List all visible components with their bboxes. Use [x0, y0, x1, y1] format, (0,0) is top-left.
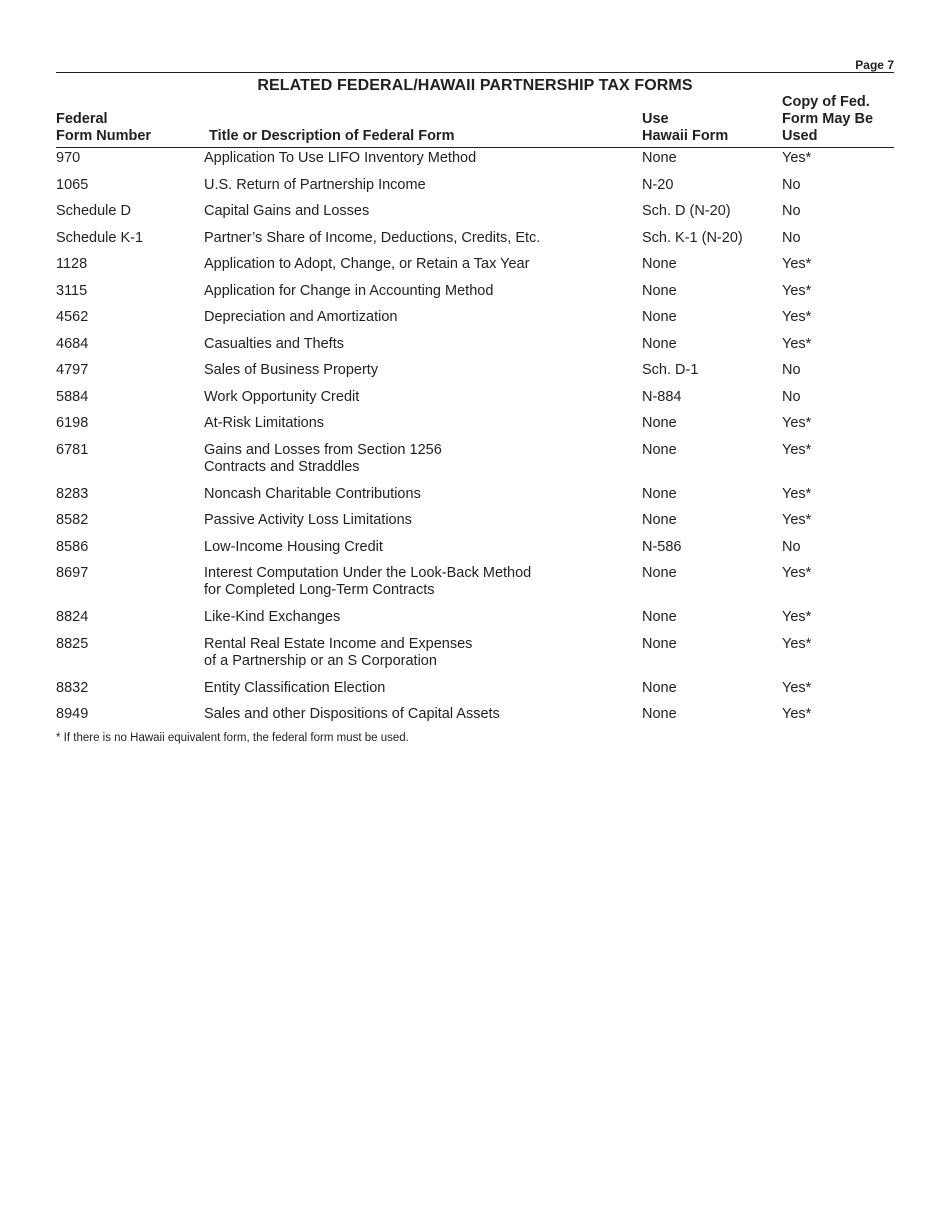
- table-row: [0, 230, 950, 257]
- form-title: [204, 203, 369, 220]
- copy-may-be-used: No: [782, 388, 801, 405]
- form-title: [204, 609, 340, 626]
- federal-form-number: 6198: [56, 415, 89, 431]
- header-copy-may-be-used: [782, 94, 873, 145]
- hawaii-form: None: [642, 309, 677, 325]
- hawaii-form: Sch. K-1 (N-20): [642, 229, 743, 246]
- form-title-line: Partner’s Share of Income, Deductions, Credits, Etc.: [204, 229, 541, 246]
- hawaii-form: None: [642, 679, 677, 696]
- form-title: [204, 336, 344, 353]
- table-row: [0, 609, 950, 636]
- federal-form-number: 6781: [56, 441, 89, 458]
- form-title-line: Sales of Business Property: [204, 362, 379, 378]
- form-title-line: Interest Computation Under the Look-Back Method: [204, 565, 532, 581]
- table-row: [0, 309, 950, 336]
- form-title-line: At-Risk Limitations: [204, 415, 325, 431]
- form-title-line: for Completed Long-Term Contracts: [204, 582, 435, 598]
- form-title: [204, 680, 385, 697]
- table-row: [0, 362, 950, 389]
- federal-form-number: 4797: [56, 362, 89, 378]
- form-title-line: Entity Classification Election: [204, 679, 386, 696]
- form-title-line: Depreciation and Amortization: [204, 309, 398, 325]
- copy-may-be-used: Yes*: [782, 282, 812, 299]
- table-row: [0, 486, 950, 513]
- federal-form-number: 970: [56, 150, 81, 166]
- form-title: [204, 486, 421, 503]
- top-rule: [56, 72, 894, 73]
- hawaii-form: N-884: [642, 388, 682, 405]
- form-title-line: Work Opportunity Credit: [204, 388, 360, 405]
- form-title-line: Casualties and Thefts: [204, 335, 344, 352]
- form-title: [204, 565, 531, 599]
- hawaii-form: Sch. D-1: [642, 362, 699, 378]
- hawaii-form: None: [642, 485, 677, 502]
- page-title: RELATED FEDERAL/HAWAII PARTNERSHIP TAX FORMS: [257, 77, 693, 94]
- table-row: [0, 150, 950, 177]
- federal-form-number: 5884: [56, 388, 89, 405]
- table-row: [0, 389, 950, 416]
- form-title: [204, 362, 378, 379]
- table-row: [0, 177, 950, 204]
- header-line: Form Number: [56, 128, 152, 144]
- federal-form-number: 8825: [56, 635, 89, 652]
- copy-may-be-used: Yes*: [782, 565, 812, 581]
- federal-form-number: 3115: [56, 282, 88, 299]
- federal-form-number: 4562: [56, 309, 89, 325]
- copy-may-be-used: No: [782, 176, 801, 193]
- form-title-line: Application to Adopt, Change, or Retain a Tax Year: [204, 256, 530, 272]
- form-title-line: Noncash Charitable Contributions: [204, 485, 421, 502]
- form-title: [204, 283, 493, 300]
- form-title-line: Sales and other Dispositions of Capital Assets: [204, 706, 500, 722]
- hawaii-form: None: [642, 415, 677, 431]
- form-title-line: Capital Gains and Losses: [204, 203, 370, 219]
- header-title-description: Title or Description of Federal Form: [209, 128, 455, 144]
- form-title: [204, 636, 472, 670]
- form-title-line: Application for Change in Accounting Method: [204, 282, 494, 299]
- form-title-line: Passive Activity Loss Limitations: [204, 512, 412, 528]
- table-row: [0, 539, 950, 566]
- form-title: [204, 389, 359, 406]
- header-line: Copy of Fed.: [782, 94, 870, 110]
- hawaii-form: N-586: [642, 538, 682, 555]
- table-row: [0, 256, 950, 283]
- header-line: Used: [782, 128, 818, 144]
- header-federal-form-number: [56, 111, 151, 145]
- copy-may-be-used: Yes*: [782, 256, 812, 272]
- page-number: Page 7: [855, 58, 894, 72]
- hawaii-form: None: [642, 150, 677, 166]
- forms-table: [0, 150, 950, 733]
- hawaii-form: None: [642, 706, 677, 722]
- table-row: [0, 336, 950, 363]
- form-title-line: Low-Income Housing Credit: [204, 538, 383, 555]
- copy-may-be-used: Yes*: [782, 415, 812, 431]
- footnote: * If there is no Hawaii equivalent form, the federal form must be used.: [56, 732, 409, 744]
- form-title: [204, 539, 383, 556]
- form-title: [204, 706, 500, 723]
- hawaii-form: Sch. D (N-20): [642, 203, 731, 219]
- form-title-line: Gains and Losses from Section 1256: [204, 441, 442, 458]
- copy-may-be-used: No: [782, 362, 801, 378]
- hawaii-form: None: [642, 256, 677, 272]
- copy-may-be-used: Yes*: [782, 150, 812, 166]
- hawaii-form: None: [642, 335, 677, 352]
- federal-form-number: 1065: [56, 176, 89, 193]
- header-line: Hawaii Form: [642, 128, 729, 144]
- hawaii-form: None: [642, 609, 677, 625]
- table-row: [0, 636, 950, 680]
- hawaii-form: N-20: [642, 176, 674, 193]
- federal-form-number: 8824: [56, 609, 89, 625]
- federal-form-number: 8582: [56, 512, 89, 528]
- header-line: Federal: [56, 111, 108, 127]
- form-title: [204, 442, 442, 476]
- hawaii-form: None: [642, 282, 677, 299]
- table-row: [0, 512, 950, 539]
- header-rule: [56, 147, 894, 148]
- copy-may-be-used: Yes*: [782, 485, 812, 502]
- header-line: Use: [642, 111, 669, 127]
- hawaii-form: None: [642, 512, 677, 528]
- copy-may-be-used: Yes*: [782, 635, 812, 652]
- form-title: [204, 256, 529, 273]
- copy-may-be-used: Yes*: [782, 609, 812, 625]
- copy-may-be-used: Yes*: [782, 512, 812, 528]
- table-row: [0, 680, 950, 707]
- federal-form-number: 4684: [56, 335, 89, 352]
- federal-form-number: 1128: [56, 256, 88, 272]
- copy-may-be-used: No: [782, 229, 801, 246]
- form-title: [204, 309, 397, 326]
- form-title: [204, 230, 540, 247]
- header-line: Form May Be: [782, 111, 874, 127]
- table-row: [0, 706, 950, 733]
- federal-form-number: 8832: [56, 679, 89, 696]
- copy-may-be-used: No: [782, 538, 801, 555]
- hawaii-form: None: [642, 565, 677, 581]
- table-row: [0, 565, 950, 609]
- form-title-line: Like-Kind Exchanges: [204, 609, 341, 625]
- copy-may-be-used: No: [782, 203, 801, 219]
- federal-form-number: 8949: [56, 706, 89, 722]
- federal-form-number: Schedule D: [56, 203, 131, 219]
- table-row: [0, 442, 950, 486]
- form-title: [204, 150, 476, 167]
- hawaii-form: None: [642, 441, 677, 458]
- federal-form-number: 8283: [56, 485, 89, 502]
- copy-may-be-used: Yes*: [782, 706, 812, 722]
- form-title: [204, 512, 412, 529]
- federal-form-number: Schedule K-1: [56, 229, 144, 246]
- form-title: [204, 415, 324, 432]
- table-row: [0, 203, 950, 230]
- form-title-line: of a Partnership or an S Corporation: [204, 652, 437, 669]
- form-title-line: U.S. Return of Partnership Income: [204, 176, 426, 193]
- copy-may-be-used: Yes*: [782, 309, 812, 325]
- form-title: [204, 177, 426, 194]
- table-row: [0, 415, 950, 442]
- hawaii-form: None: [642, 635, 677, 652]
- form-title-line: Application To Use LIFO Inventory Method: [204, 150, 477, 166]
- copy-may-be-used: Yes*: [782, 335, 812, 352]
- federal-form-number: 8697: [56, 565, 89, 581]
- header-use-hawaii-form: [642, 111, 728, 145]
- copy-may-be-used: Yes*: [782, 441, 812, 458]
- form-title-line: Contracts and Straddles: [204, 458, 360, 475]
- federal-form-number: 8586: [56, 538, 89, 555]
- table-row: [0, 283, 950, 310]
- form-title-line: Rental Real Estate Income and Expenses: [204, 635, 473, 652]
- copy-may-be-used: Yes*: [782, 679, 812, 696]
